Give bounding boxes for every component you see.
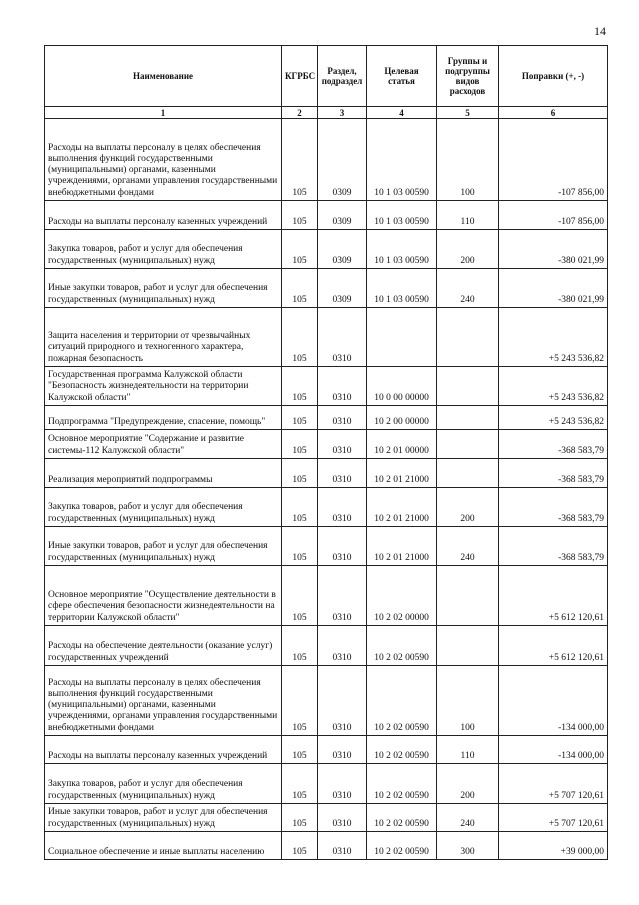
row-grbs: 105 [282, 201, 318, 230]
row-target: 10 2 02 00590 [367, 626, 437, 666]
row-target: 10 1 03 00590 [367, 269, 437, 308]
column-number: 2 [282, 107, 318, 119]
row-target: 10 1 03 00590 [367, 119, 437, 201]
row-name: Реализация мероприятий подпрограммы [45, 459, 282, 488]
row-amount: +5 243 536,82 [499, 406, 608, 430]
table-row [45, 201, 608, 230]
row-amount: -134 000,00 [499, 736, 608, 764]
row-amount: -107 856,00 [499, 119, 608, 201]
row-name: Социальное обеспечение и иные выплаты населению [45, 832, 282, 860]
table-row [45, 488, 608, 527]
row-section: 0309 [318, 201, 367, 230]
row-name: Иные закупки товаров, работ и услуг для обеспечения государственных (муниципальных) нужд [45, 269, 282, 308]
row-group: 300 [437, 832, 499, 860]
row-amount: +39 000,00 [499, 832, 608, 860]
header-groups: Группы и подгруппы видов расходов [437, 46, 499, 107]
row-name: Иные закупки товаров, работ и услуг для обеспечения государственных (муниципальных) нужд [45, 527, 282, 566]
row-section: 0310 [318, 764, 367, 804]
row-group [437, 626, 499, 666]
row-name: Расходы на обеспечение деятельности (оказание услуг) государственных учреждений [45, 626, 282, 666]
row-amount: -368 583,79 [499, 430, 608, 459]
row-grbs: 105 [282, 459, 318, 488]
header-amendments: Поправки (+, -) [499, 46, 608, 107]
table-row [45, 764, 608, 804]
row-grbs: 105 [282, 430, 318, 459]
row-group: 240 [437, 269, 499, 308]
row-group: 100 [437, 666, 499, 736]
row-target: 10 2 02 00590 [367, 804, 437, 832]
row-target: 10 2 02 00590 [367, 832, 437, 860]
row-name: Защита населения и территории от чрезвычайных ситуаций природного и техногенного характера, пожарная безопасность [45, 308, 282, 367]
row-name: Подпрограмма "Предупреждение, спасение, помощь" [45, 406, 282, 430]
row-target [367, 308, 437, 367]
row-section: 0310 [318, 804, 367, 832]
row-target: 10 2 01 00000 [367, 430, 437, 459]
row-grbs: 105 [282, 566, 318, 626]
row-name: Расходы на выплаты персоналу в целях обеспечения выполнения функций государственными (муниципальными) органами, казенными учреждениями, органами управления государственными внебюджетными фондами [45, 666, 282, 736]
row-name: Расходы на выплаты персоналу казенных учреждений [45, 201, 282, 230]
row-section: 0310 [318, 488, 367, 527]
row-amount: -380 021,99 [499, 230, 608, 269]
row-grbs: 105 [282, 527, 318, 566]
header-name: Наименование [45, 46, 282, 107]
row-amount: -368 583,79 [499, 527, 608, 566]
row-group: 200 [437, 764, 499, 804]
row-grbs: 105 [282, 666, 318, 736]
row-grbs: 105 [282, 764, 318, 804]
row-amount: -107 856,00 [499, 201, 608, 230]
row-section: 0310 [318, 459, 367, 488]
table-row [45, 832, 608, 860]
row-group: 240 [437, 527, 499, 566]
row-section: 0310 [318, 666, 367, 736]
row-name: Государственная программа Калужской области "Безопасность жизнедеятельности на территории Калужской области" [45, 367, 282, 406]
page-number: 14 [594, 24, 606, 38]
row-grbs: 105 [282, 119, 318, 201]
row-amount: +5 243 536,82 [499, 367, 608, 406]
budget-amendments-table [44, 45, 608, 860]
column-number-row [45, 107, 608, 119]
row-amount: +5 243 536,82 [499, 308, 608, 367]
row-grbs: 105 [282, 308, 318, 367]
table-row [45, 459, 608, 488]
table-row [45, 406, 608, 430]
row-group [437, 459, 499, 488]
table-row [45, 430, 608, 459]
row-group: 240 [437, 804, 499, 832]
row-target: 10 2 02 00590 [367, 764, 437, 804]
row-grbs: 105 [282, 406, 318, 430]
table-row [45, 367, 608, 406]
row-group [437, 406, 499, 430]
row-target: 10 2 00 00000 [367, 406, 437, 430]
row-grbs: 105 [282, 626, 318, 666]
row-group: 100 [437, 119, 499, 201]
row-name: Закупка товаров, работ и услуг для обеспечения государственных (муниципальных) нужд [45, 764, 282, 804]
row-grbs: 105 [282, 832, 318, 860]
row-grbs: 105 [282, 488, 318, 527]
row-group [437, 430, 499, 459]
row-target: 10 2 01 21000 [367, 459, 437, 488]
row-group: 200 [437, 488, 499, 527]
row-name: Основное мероприятие "Содержание и развитие системы-112 Калужской области" [45, 430, 282, 459]
row-group: 110 [437, 201, 499, 230]
row-name: Расходы на выплаты персоналу казенных учреждений [45, 736, 282, 764]
row-section: 0309 [318, 269, 367, 308]
row-amount: -368 583,79 [499, 459, 608, 488]
row-section: 0310 [318, 736, 367, 764]
column-number: 4 [367, 107, 437, 119]
header-section: Раздел, подраздел [318, 46, 367, 107]
table-header-row [45, 46, 608, 107]
table-row [45, 269, 608, 308]
row-target: 10 2 01 21000 [367, 527, 437, 566]
row-grbs: 105 [282, 367, 318, 406]
table-row [45, 119, 608, 201]
table-row [45, 566, 608, 626]
table-row [45, 626, 608, 666]
table-row [45, 308, 608, 367]
row-amount: -134 000,00 [499, 666, 608, 736]
header-target: Целевая статья [367, 46, 437, 107]
row-target: 10 2 02 00590 [367, 666, 437, 736]
row-grbs: 105 [282, 230, 318, 269]
row-amount: -380 021,99 [499, 269, 608, 308]
table-row [45, 527, 608, 566]
row-name: Закупка товаров, работ и услуг для обеспечения государственных (муниципальных) нужд [45, 488, 282, 527]
row-group [437, 367, 499, 406]
row-section: 0310 [318, 566, 367, 626]
row-name: Основное мероприятие "Осуществление деятельности в сфере обеспечения безопасности жизнедеятельности на территории Калужской области" [45, 566, 282, 626]
row-section: 0310 [318, 308, 367, 367]
row-amount: +5 707 120,61 [499, 804, 608, 832]
column-number: 1 [45, 107, 282, 119]
table-row [45, 736, 608, 764]
row-grbs: 105 [282, 736, 318, 764]
row-section: 0310 [318, 626, 367, 666]
column-number: 3 [318, 107, 367, 119]
row-section: 0310 [318, 527, 367, 566]
row-grbs: 105 [282, 269, 318, 308]
row-target: 10 1 03 00590 [367, 230, 437, 269]
row-group: 110 [437, 736, 499, 764]
row-group [437, 566, 499, 626]
header-grbs: КГРБС [282, 46, 318, 107]
row-name: Расходы на выплаты персоналу в целях обеспечения выполнения функций государственными (муниципальными) органами, казенными учреждениями, органами управления государственными внебюджетными фондами [45, 119, 282, 201]
row-section: 0310 [318, 367, 367, 406]
row-amount: +5 707 120,61 [499, 764, 608, 804]
row-name: Закупка товаров, работ и услуг для обеспечения государственных (муниципальных) нужд [45, 230, 282, 269]
row-section: 0309 [318, 119, 367, 201]
row-target: 10 2 02 00590 [367, 736, 437, 764]
row-amount: +5 612 120,61 [499, 566, 608, 626]
table-row [45, 804, 608, 832]
table-row [45, 230, 608, 269]
row-target: 10 0 00 00000 [367, 367, 437, 406]
row-target: 10 2 01 21000 [367, 488, 437, 527]
row-group [437, 308, 499, 367]
column-number: 5 [437, 107, 499, 119]
row-target: 10 1 03 00590 [367, 201, 437, 230]
row-amount: +5 612 120,61 [499, 626, 608, 666]
row-section: 0310 [318, 832, 367, 860]
row-section: 0310 [318, 430, 367, 459]
row-group: 200 [437, 230, 499, 269]
row-amount: -368 583,79 [499, 488, 608, 527]
row-target: 10 2 02 00000 [367, 566, 437, 626]
row-section: 0309 [318, 230, 367, 269]
table-row [45, 666, 608, 736]
row-grbs: 105 [282, 804, 318, 832]
row-section: 0310 [318, 406, 367, 430]
column-number: 6 [499, 107, 608, 119]
row-name: Иные закупки товаров, работ и услуг для обеспечения государственных (муниципальных) нужд [45, 804, 282, 832]
